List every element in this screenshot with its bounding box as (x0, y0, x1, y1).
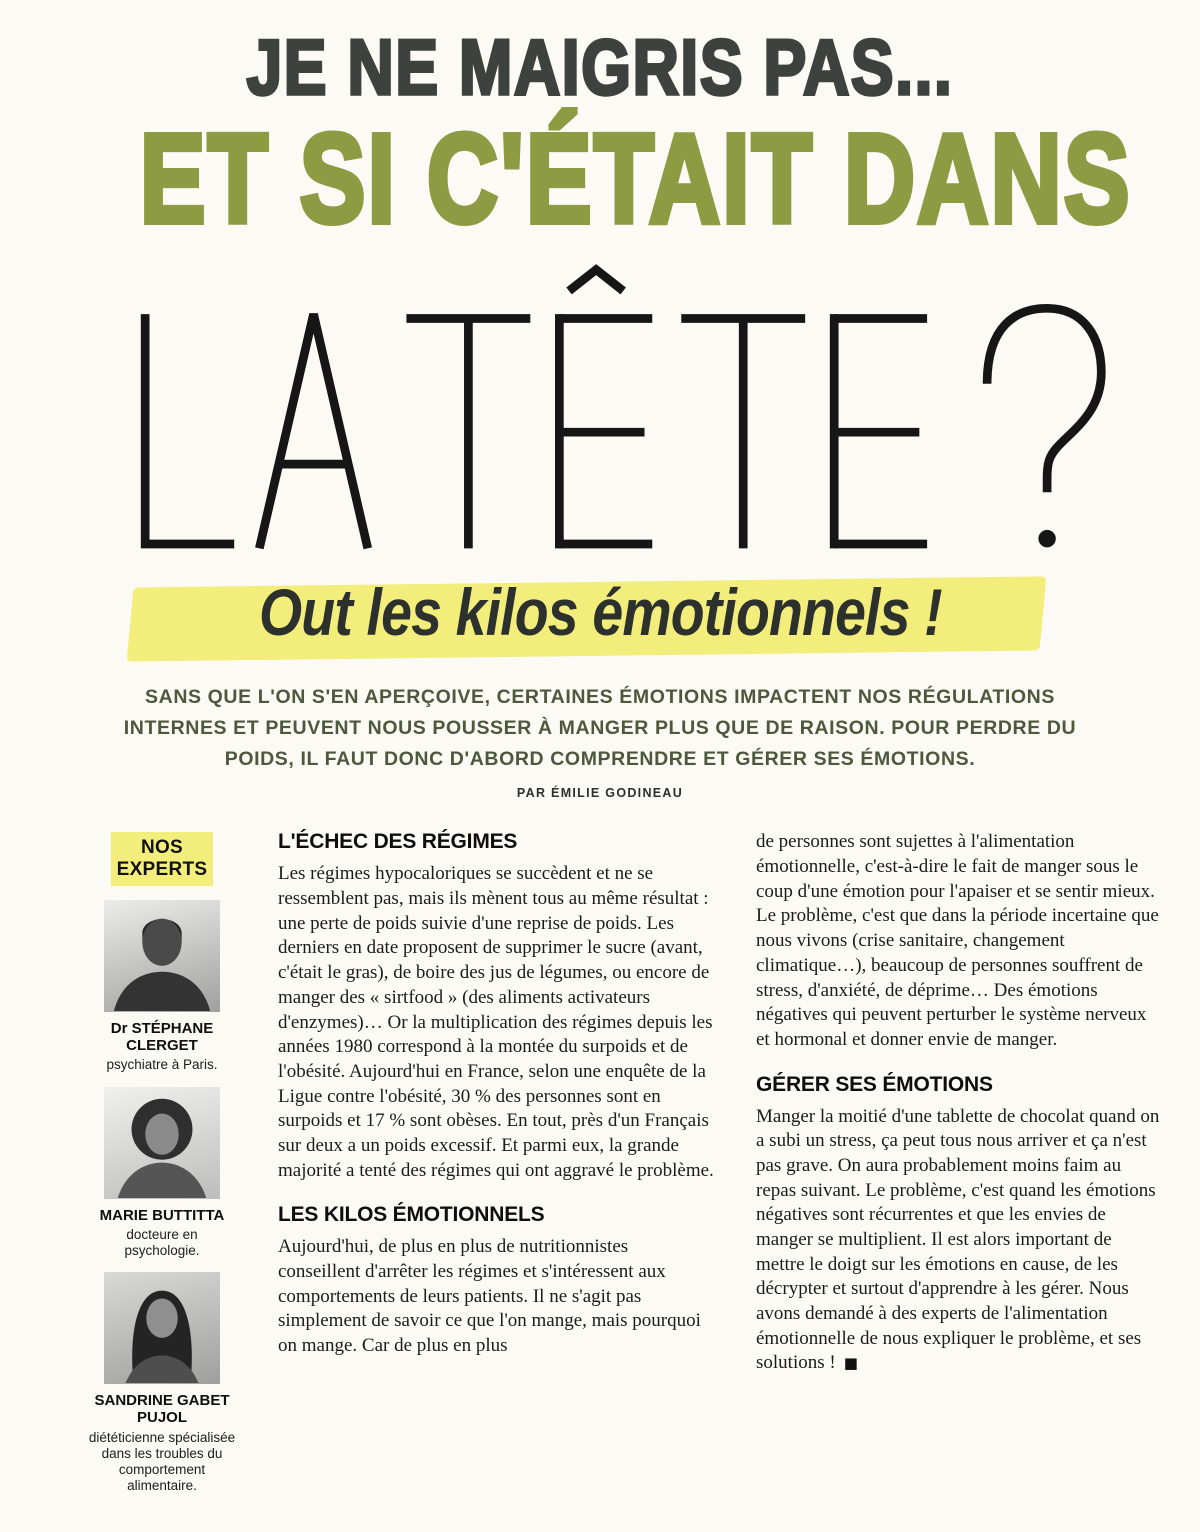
expert-role: docteure en psychologie. (124, 1226, 200, 1259)
article-body (0, 800, 1200, 1507)
expert-photo (104, 900, 220, 1012)
column-middle (278, 830, 714, 1507)
la-tete-lettering (80, 258, 1120, 558)
kicker-text: JE NE MAIGRIS PAS... (246, 23, 954, 111)
subhead-row (0, 566, 1200, 658)
subhead-text: Out les kilos émotionnels ! (258, 575, 942, 649)
column-right (756, 830, 1164, 1507)
expert-role: diététicienne spécialisée dans les troubles du comportement alimentaire. (88, 1429, 236, 1494)
expert-photo (104, 1272, 220, 1384)
experts-badge-label: NOS EXPERTS (111, 832, 213, 886)
section-heading-kilos-emotionnels: LES KILOS ÉMOTIONNELS (278, 1203, 545, 1227)
section-body: Les régimes hypocaloriques se succèdent et ne se ressemblent pas, mais ils mènent tous au même résultat : une perte de poids suivie d'une reprise de poids. Les derniers en date proposent de supprimer le sucre (avant, c'était le gras), de boire des jus de légumes, ou encore de manger des « sirtfood » (des aliments activateurs d'enzymes)… Or la multiplication des régimes depuis les années 1980 correspond à la montée du surpoids et de l'obésité. Aujourd'hui en France, selon une enquête de la Ligue contre l'obésité, 30 % des personnes sont en surpoids et 17 % sont obèses. En tout, près d'un Français sur deux a un poids excessif. Et parmi eux, la grande majorité a tenté des régimes qui ont aggravé le problème. (278, 863, 714, 1181)
section-heading-echec-des-regimes: L'ÉCHEC DES RÉGIMES (278, 830, 518, 854)
expert-name: Dr STÉPHANE CLERGET (110, 1019, 214, 1055)
expert-name: MARIE BUTTITTA (99, 1206, 225, 1224)
main-headline-text: ET SI C'ÉTAIT DANS (139, 108, 1132, 249)
section-body: Aujourd'hui, de plus en plus de nutritionnistes conseillent d'arrêter les régimes et s'intéressent aux comportements de leurs patients. Il ne s'agit pas simplement de savoir ce que l'on mange, mais pourquoi on mange. Car de plus en plus (278, 1236, 701, 1357)
kicker-headline (0, 23, 1200, 111)
expert-caption (88, 1020, 236, 1074)
expert-photo (104, 1087, 220, 1199)
experts-sidebar (88, 830, 236, 1507)
section-heading-gerer-ses-emotions: GÉRER SES ÉMOTIONS (756, 1072, 993, 1096)
expert-card (88, 1272, 236, 1494)
main-headline (0, 108, 1200, 249)
expert-card (88, 900, 236, 1074)
giant-headline (0, 258, 1200, 558)
expert-card (88, 1087, 236, 1260)
expert-name: SANDRINE GABET PUJOL (94, 1392, 230, 1427)
standfirst: SANS QUE L'ON S'EN APERÇOIVE, CERTAINES ÉMOTIONS IMPACTENT NOS RÉGULATIONS INTERNES ET PEUVENT NOUS POUSSER À MANGER PLUS QUE DE RAISON. POUR PERDRE DU POIDS, IL FAUT DONC D'ABORD COMPRENDRE ET GÉRER SES ÉMOTIONS. (123, 686, 1077, 770)
subhead-highlight (180, 566, 1021, 658)
section-body-text: Manger la moitié d'une tablette de chocolat quand on a subi un stress, ça peut tous nous arriver et ça n'est pas grave. On aura probablement moins faim au repas suivant. Le problème, c'est quand les émotions négatives sont récurrentes et que les envies de manger se multiplient. Il est alors important de mettre le doigt sur les émotions en cause, de les décrypter et surtout d'apprendre à les gérer. Nous avons demandé à des experts de l'alimentation émotionnelle de nous expliquer le problème, et ses solutions ! (756, 1105, 1160, 1374)
expert-role: psychiatre à Paris. (106, 1057, 218, 1073)
expert-caption (88, 1392, 236, 1494)
end-mark: ■ (843, 1354, 858, 1373)
expert-caption (88, 1207, 236, 1260)
section-body (756, 1105, 1164, 1377)
section-body-continuation: de personnes sont sujettes à l'alimentation émotionnelle, c'est-à-dire le fait de manger sous le coup d'une émotion pour l'apaiser et se sentir mieux. Le problème, c'est que dans la période incertaine que nous vivons (crise sanitaire, changement climatique…), beaucoup de personnes souffrent de stress, d'anxiété, de déprime… Des émotions négatives qui peuvent perturber le système nerveux et hormonal et donner envie de manger. (756, 831, 1159, 1050)
byline: PAR ÉMILIE GODINEAU (516, 786, 684, 801)
